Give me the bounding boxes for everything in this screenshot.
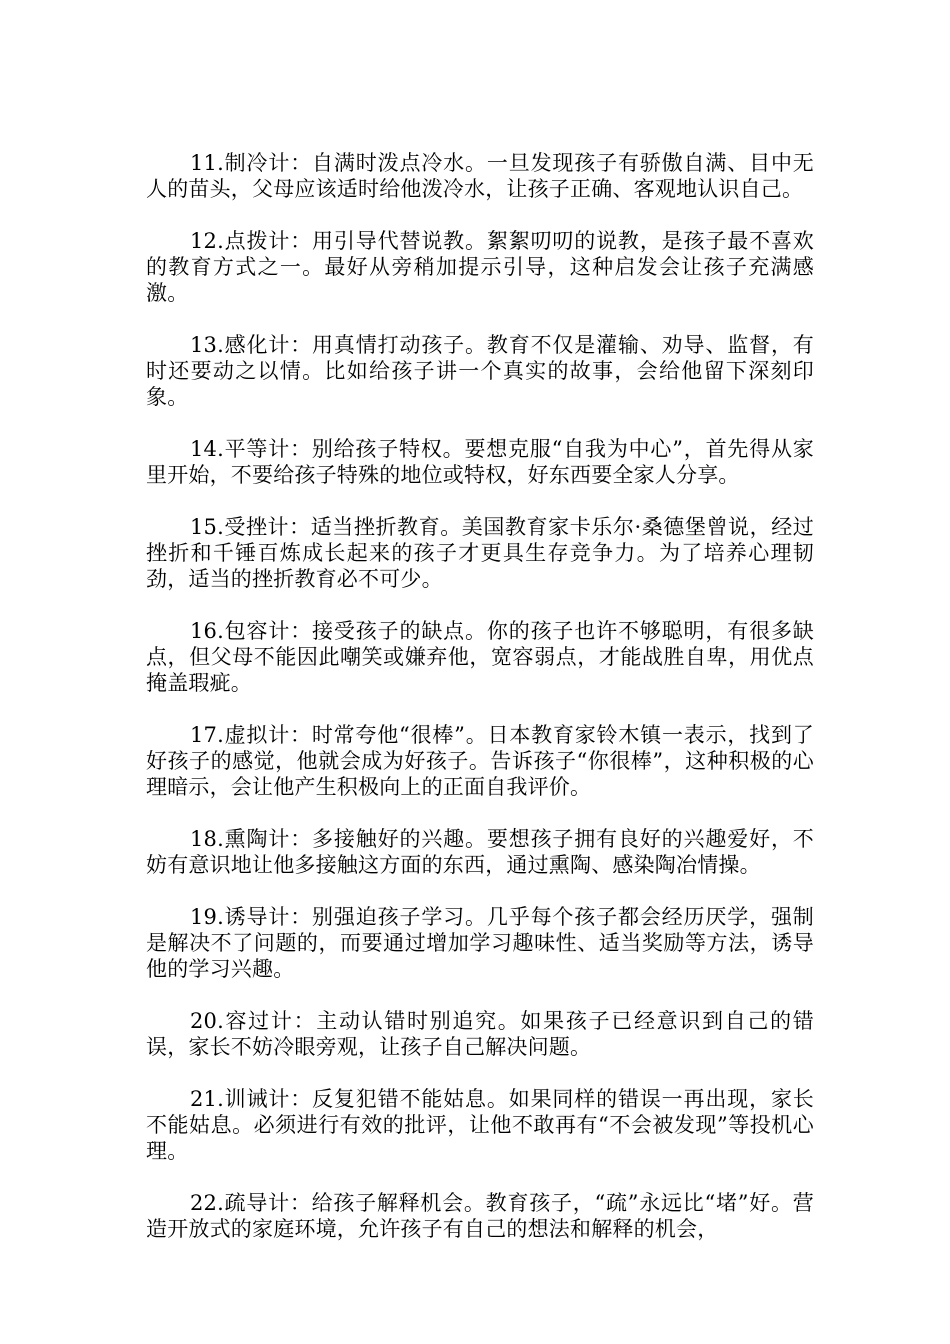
paragraph-item-16 [146, 618, 814, 696]
item-text: 包容计：接受孩子的缺点。你的孩子也许不够聪明，有很多缺点，但父母不能因此嘲笑或嫌弃他，宽容弱点，才能战胜自卑，用优点掩盖瑕疵。 [146, 619, 814, 695]
item-text: 受挫计：适当挫折教育。美国教育家卡乐尔·桑德堡曾说，经过挫折和千锤百炼成长起来的孩子才更具生存竞争力。为了培养心理韧劲，适当的挫折教育必不可少。 [146, 515, 814, 591]
item-text: 点拨计：用引导代替说教。絮絮叨叨的说教，是孩子最不喜欢的教育方式之一。最好从旁稍加提示引导，这种启发会让孩子充满感激。 [146, 229, 814, 305]
item-number: 16. [190, 619, 224, 643]
item-text: 疏导计：给孩子解释机会。教育孩子，“疏”永远比“堵”好。营造开放式的家庭环境，允许孩子有自己的想法和解释的机会， [146, 1191, 814, 1241]
item-number: 15. [190, 515, 224, 539]
item-number: 18. [190, 827, 224, 851]
item-number: 11. [190, 151, 224, 175]
item-number: 19. [190, 905, 224, 929]
item-text: 虚拟计：时常夸他“很棒”。日本教育家铃木镇一表示，找到了好孩子的感觉，他就会成为好孩子。告诉孩子“你很棒”，这种积极的心理暗示，会让他产生积极向上的正面自我评价。 [146, 723, 814, 799]
item-text: 感化计：用真情打动孩子。教育不仅是灌输、劝导、监督，有时还要动之以情。比如给孩子讲一个真实的故事，会给他留下深刻印象。 [146, 333, 814, 409]
paragraph-item-20 [146, 1008, 814, 1060]
item-text: 训诫计：反复犯错不能姑息。如果同样的错误一再出现，家长不能姑息。必须进行有效的批评，让他不敢再有“不会被发现”等投机心理。 [146, 1087, 814, 1163]
item-text: 熏陶计：多接触好的兴趣。要想孩子拥有良好的兴趣爱好，不妨有意识地让他多接触这方面的东西，通过熏陶、感染陶冶情操。 [146, 827, 814, 877]
paragraph-item-14 [146, 436, 814, 488]
item-number: 13. [190, 333, 224, 357]
item-number: 17. [190, 723, 224, 747]
item-number: 14. [190, 437, 224, 461]
paragraph-item-15 [146, 514, 814, 592]
paragraph-item-13 [146, 332, 814, 410]
paragraph-item-17 [146, 722, 814, 800]
item-number: 22. [190, 1191, 224, 1215]
item-number: 12. [190, 229, 224, 253]
item-text: 容过计：主动认错时别追究。如果孩子已经意识到自己的错误，家长不妨冷眼旁观，让孩子自己解决问题。 [146, 1009, 814, 1059]
item-text: 制冷计：自满时泼点冷水。一旦发现孩子有骄傲自满、目中无人的苗头，父母应该适时给他泼冷水，让孩子正确、客观地认识自己。 [146, 151, 814, 201]
item-number: 20. [190, 1009, 224, 1033]
item-number: 21. [190, 1087, 224, 1111]
document-page [146, 150, 814, 1268]
paragraph-item-11 [146, 150, 814, 202]
paragraph-item-12 [146, 228, 814, 306]
paragraph-item-22 [146, 1190, 814, 1242]
paragraph-item-21 [146, 1086, 814, 1164]
paragraph-item-19 [146, 904, 814, 982]
item-text: 平等计：别给孩子特权。要想克服“自我为中心”，首先得从家里开始，不要给孩子特殊的地位或特权，好东西要全家人分享。 [146, 437, 814, 487]
paragraph-item-18 [146, 826, 814, 878]
item-text: 诱导计：别强迫孩子学习。几乎每个孩子都会经历厌学，强制是解决不了问题的，而要通过增加学习趣味性、适当奖励等方法，诱导他的学习兴趣。 [146, 905, 814, 981]
